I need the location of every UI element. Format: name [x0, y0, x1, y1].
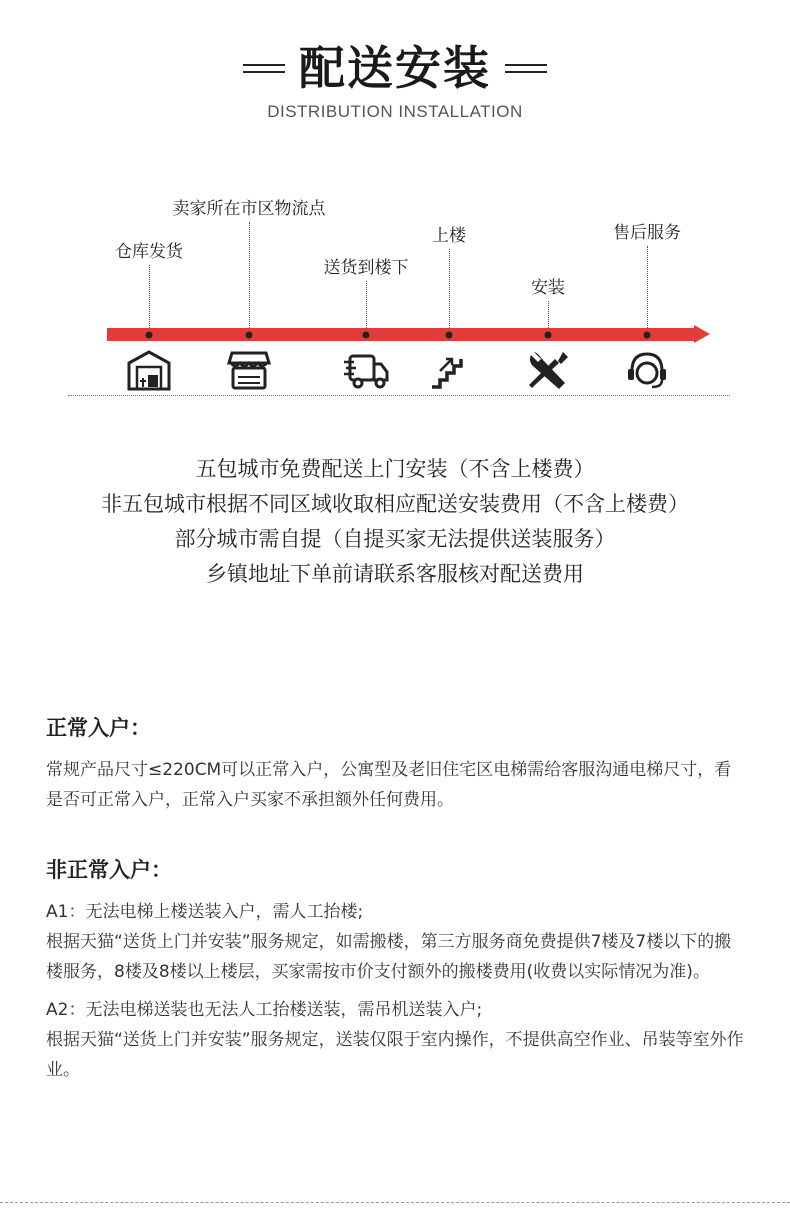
stairs-icon [426, 347, 472, 393]
step-label-upstairs: 上楼 [432, 226, 466, 246]
step-label-install: 安装 [531, 278, 565, 298]
a2-title: A2：无法电梯送装也无法人工抬楼送装，需吊机送装入户; [46, 1000, 483, 1020]
abnormal-entry-section [46, 855, 746, 1085]
step-dot [246, 332, 253, 339]
delivery-truck-icon [343, 347, 389, 393]
step-dot [446, 332, 453, 339]
a2-body: 根据天猫“送货上门并安装”服务规定，送装仅限于室内操作，不提供高空作业、吊装等室外作业。 [46, 1030, 744, 1080]
step-label-after-sales: 售后服务 [613, 223, 681, 243]
page-title: 配送安装 [299, 41, 491, 95]
delivery-notes [0, 452, 790, 592]
note-line: 部分城市需自提（自提买家无法提供送装服务） [174, 527, 616, 551]
step-dot [146, 332, 153, 339]
normal-entry-heading: 正常入户： [46, 716, 151, 740]
delivery-timeline [0, 180, 790, 410]
normal-entry-section [46, 713, 746, 815]
note-line: 乡镇地址下单前请联系客服核对配送费用 [206, 562, 584, 586]
normal-entry-body: 常规产品尺寸≤220CM可以正常入户，公寓型及老旧住宅区电梯需给客服沟通电梯尺寸，看是否可正常入户，正常入户买家不承担额外任何费用。 [46, 760, 732, 810]
timeline-arrow-head [694, 325, 710, 343]
step-connector [449, 249, 450, 334]
title-decoration-right [505, 64, 547, 73]
tools-icon [525, 347, 571, 393]
title-row [0, 38, 790, 98]
bottom-divider [0, 1202, 790, 1203]
a1-body: 根据天猫“送货上门并安装”服务规定，如需搬楼，第三方服务商免费提供7楼及7楼以下的搬楼服务，8楼及8楼以上楼层，买家需按市价支付额外的搬楼费用(收费以实际情况为准)。 [46, 932, 732, 982]
a1-title: A1：无法电梯上楼送装入户，需人工抬楼; [46, 902, 364, 922]
note-line: 非五包城市根据不同区域收取相应配送安装费用（不含上楼费） [101, 492, 689, 516]
step-dot [363, 332, 370, 339]
step-dot [644, 332, 651, 339]
store-icon [226, 347, 272, 393]
warehouse-icon [126, 347, 172, 393]
abnormal-entry-heading: 非正常入户： [46, 858, 172, 882]
note-line: 五包城市免费配送上门安装（不含上楼费） [195, 457, 595, 481]
step-label-warehouse: 仓库发货 [115, 242, 183, 262]
timeline-arrow-bar [107, 328, 695, 341]
step-connector [647, 246, 648, 334]
step-connector [366, 281, 367, 334]
step-dot [545, 332, 552, 339]
page-header [0, 38, 790, 122]
timeline-divider [68, 395, 730, 396]
step-connector [249, 222, 250, 334]
headset-icon [624, 347, 670, 393]
step-label-delivery-downstairs: 送货到楼下 [323, 258, 409, 278]
title-decoration-left [243, 64, 285, 73]
step-connector [149, 265, 150, 334]
step-label-logistics-point: 卖家所在市区物流点 [172, 199, 326, 219]
page-subtitle: DISTRIBUTION INSTALLATION [267, 102, 523, 121]
